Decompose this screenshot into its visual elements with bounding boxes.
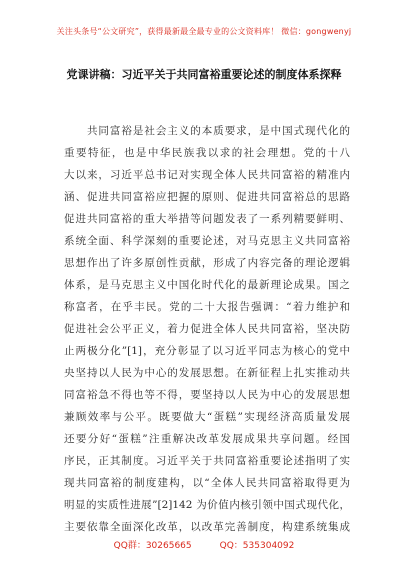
footer-contact [0, 538, 408, 551]
body-line: 序民，正其制度。习近平关于共同富裕重要论述指明了实 [64, 455, 350, 467]
body-line: 涵、促进共同富裕应把握的原则、促进共同富裕总的思路 [64, 191, 350, 203]
body-line: 称富者，在乎丰民。党的二十大报告强调：“着力维护和 [64, 301, 350, 313]
document-body [64, 120, 350, 538]
body-line: 现共同富裕的制度建构，以“全体人民共同富裕取得更为 [64, 477, 350, 489]
body-line: 体系，是马克思主义中国化时代化的最新理论成果。国之 [64, 279, 350, 291]
document-title: 党课讲稿：习近平关于共同富裕重要论述的制度体系探释 [66, 68, 342, 81]
body-line: 止两极分化”[1]，充分彰显了以习近平同志为核心的党中 [64, 345, 350, 357]
header-promo-note: 关注头条号“公文研究”，获得最新最全最专业的公文资料库！ 微信：gongwenyj [56, 27, 352, 36]
body-line: 重要特征，也是中华民族我以求的社会理想。党的十八 [64, 147, 350, 159]
body-line: 促进共同富裕的重大举措等问题发表了一系列精要鲜明、 [64, 213, 350, 225]
body-line: 兼顾效率与公平。既要做大“蛋糕”实现经济高质量发展 [64, 411, 350, 423]
body-line: 思想作出了许多原创性贡献，形成了内容完备的理论逻辑 [64, 257, 350, 269]
body-line: 大以来，习近平总书记对实现全体人民共同富裕的精准内 [64, 169, 350, 181]
body-line: 系统全面、科学深刻的重要论述，对马克思主义共同富裕 [64, 235, 350, 247]
body-line: 同富裕急不得也等不得，要坚持以人民为中心的发展思想 [64, 389, 350, 401]
body-line: 还要分好“蛋糕”注重解决改革发展成果共享问题。经国 [64, 433, 350, 445]
body-line: 央坚持以人民为中心的发展思想。在新征程上扎实推动共 [64, 367, 350, 379]
footer-qq-number: QQ：535304092 [219, 541, 295, 551]
body-line: 主要依靠全面深化改革，以改革完善制度，构建系统集成 [64, 521, 350, 533]
body-line: 共同富裕是社会主义的本质要求，是中国式现代化的 [64, 125, 350, 137]
body-line: 明显的实质性进展”[2]142 为价值内核引领中国式现代化， [64, 499, 350, 511]
footer-qq-group: QQ群：30265665 [113, 541, 192, 551]
body-line: 促进社会公平正义，着力促进全体人民共同富裕，坚决防 [64, 323, 350, 335]
